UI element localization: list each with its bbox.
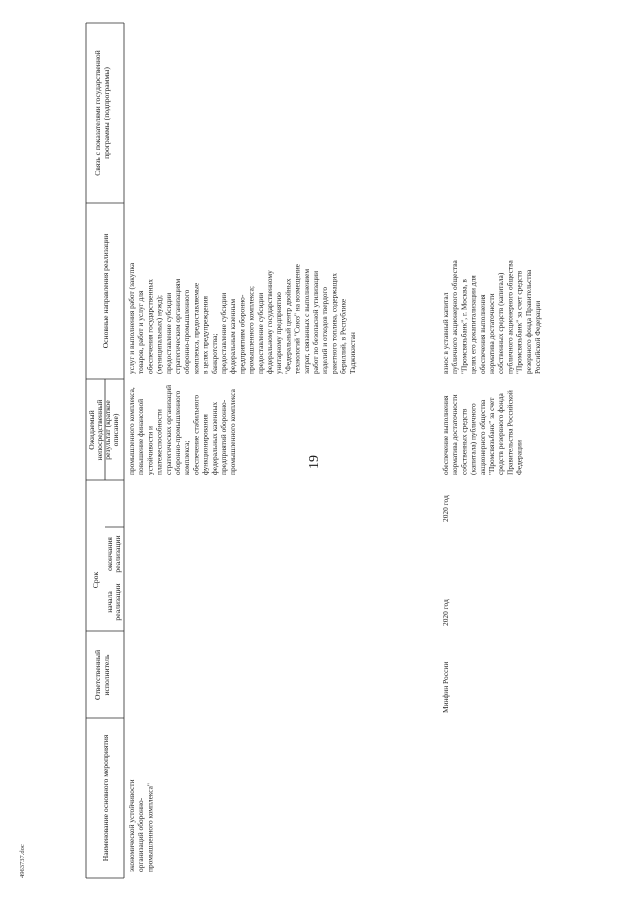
text-line: оборонно-промышленного [173,390,182,475]
row1-main-directions [127,262,357,374]
text-line: публичного акционерного общества [450,260,460,374]
footer-document-code: 4963737.doc [19,844,26,878]
text-line: норматива достаточности [450,394,460,475]
header-start [105,583,122,620]
text-line: предоставление субсидии [219,292,228,374]
text-line: взнос в уставный капитал [441,292,450,374]
text-line: публичного акционерного общества [505,260,515,374]
text-line: стратегических организаций [163,384,173,475]
text-line: банкротства; [209,333,219,374]
text-line: реализации [113,535,122,573]
text-line: окончания [105,537,114,571]
page-number: 19 [307,455,322,469]
text-line: акционерного общества [477,399,487,475]
text-line: устойчивости и [145,425,155,475]
text-line: работ по безопасной утилизации [311,270,320,374]
text-line: предприятиям оборонно- [237,294,247,374]
text-line: Наименование основного мероприятия [101,734,110,862]
text-line: комплекса; [182,440,192,475]
text-line: "Промсвязьбанк" за счет средств [514,270,524,374]
text-line: программы (подпрограммы) [102,67,111,159]
text-line: обеспечение стабильного [191,394,201,475]
text-line: услуг и выполнения работ (закупка [127,262,136,374]
text-line: федеральных казенных [209,401,219,475]
text-line: изделий и отходов твердого [320,286,330,374]
text-line: затрат, связанных с выполнением [301,268,311,374]
text-line: организаций оборонно- [136,797,146,872]
text-line: собственных средств (капитала) [496,272,506,374]
text-line: 2020 год [441,599,450,626]
text-line: платежеспособности [154,409,164,475]
text-line: описание) [111,413,120,447]
text-line: технологий "Союз" на возмещение [292,264,302,374]
text-line: товаров, работ и услуг для [136,290,146,374]
header-cells [87,50,122,861]
text-line: целях его докапитализации для [468,275,478,374]
text-line: промышленного комплекса [228,389,238,475]
text-line: в целях предупреждения [200,296,210,374]
text-line: резервного фонда Правительства [523,269,533,374]
row2-expected-result [441,390,524,475]
header-end [105,535,122,572]
row2-main-directions [441,260,542,374]
text-line: стратегическим организациям [173,278,182,374]
text-line: обеспечения выполнения [477,294,487,374]
text-line: предоставление субсидии [255,292,265,374]
header-srok: Срок [91,571,100,589]
text-line: Российской Федерации [533,300,542,374]
header-responsible [93,650,111,700]
text-line: (муниципальных) нужд); [154,295,164,374]
text-line: предприятий оборонно- [219,399,228,475]
text-line: промышленного комплекса, [127,387,136,475]
text-line: федеральному государственному [265,270,274,374]
text-line: Правительства Российской [505,390,515,475]
header-main-activity [101,734,110,861]
text-line: обеспечения государственных [145,279,155,374]
text-line: реализации [113,583,122,621]
header-main-directions [101,234,110,349]
row2-responsible [441,662,450,713]
text-line: Таджикистан [347,332,357,374]
text-line: унитарному предприятию [274,292,284,374]
header-program-link [93,50,111,176]
text-line: повышение финансовой [136,398,146,475]
text-line: Основные направления реализации [101,233,110,349]
row1-expected-result [127,385,237,475]
text-line: ракетного топлива, содержащих [329,273,339,374]
text-line: Связь с показателями государственной [93,50,102,176]
text-line: Ожидаемый [87,410,96,450]
text-line: бериллий, в Республике [338,298,348,374]
text-line: функционирования [200,414,210,475]
text-line: исполнитель [102,654,111,696]
row2-start [441,599,450,626]
text-line: "Промсвязьбанк", г. Москва, в [459,279,469,374]
text-line: собственных средств [459,408,469,475]
text-line: результат (краткое [103,400,112,460]
text-line: комплекса, предоставляемые [191,282,201,374]
text-line: экономической устойчивости [127,779,136,872]
text-line: промышленного комплекса; [246,286,256,374]
text-line: Ответственный [93,649,102,701]
text-line: "Промсвязьбанк" за счет [487,397,496,475]
text-line: норматива достаточности [487,293,496,374]
text-line: промышленного комплекса" [145,783,155,872]
text-line: начала [105,591,114,613]
text-line: средств резервного фонда [496,393,506,475]
row2-end [441,495,450,522]
header-expected-result [87,400,120,461]
row1-main-activity [127,779,154,872]
table-row-2 [441,260,542,713]
table-row-1 [127,262,357,872]
text-line: "Федеральный центр двойных [283,278,293,374]
text-line: непосредственный [95,399,104,461]
text-line: (капитала) публичного [468,403,478,475]
text-line: обеспечение выполнения [441,395,450,475]
rotated-table [86,23,542,878]
text-line: федеральным казенным [228,298,238,374]
text-line: предоставление субсидии [163,292,173,374]
text-line: Минфин России [441,661,450,713]
text-line: 2020 год [441,495,450,522]
text-line: Федерации [514,440,524,475]
text-line: оборонно-промышленного [182,289,192,374]
